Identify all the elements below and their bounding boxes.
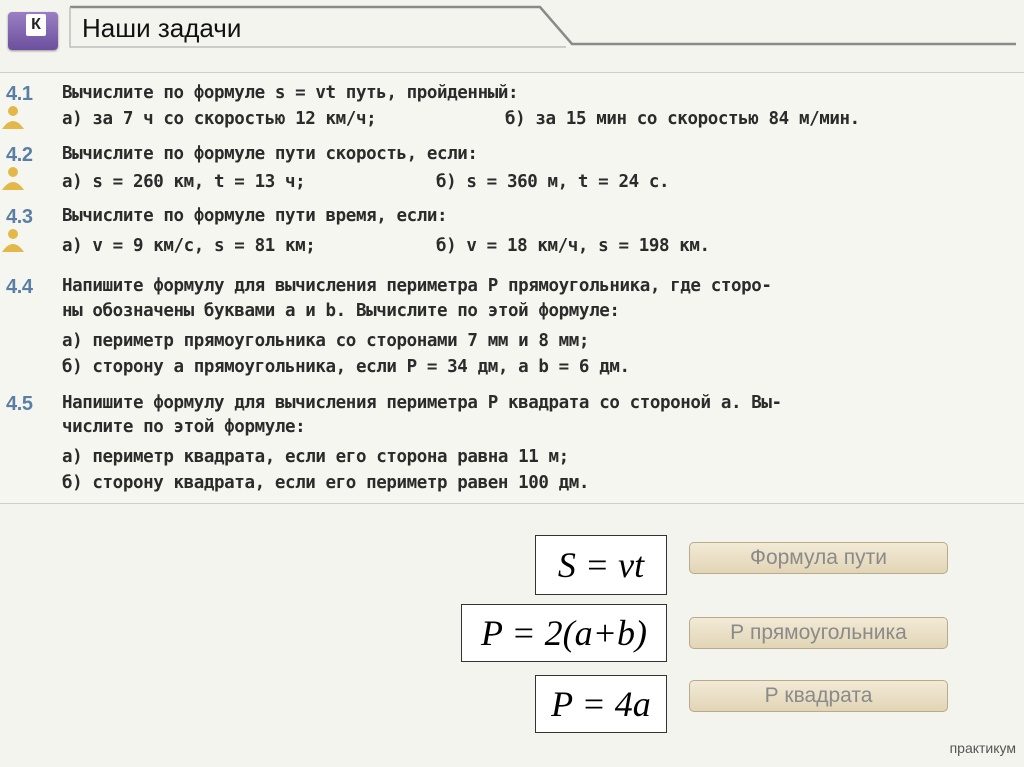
formula-path-box: S = vt	[535, 535, 667, 595]
problem-line: Вычислите по формуле пути скорость, если:	[62, 144, 478, 164]
rectangle-perimeter-button[interactable]: Р прямоугольника	[689, 617, 948, 649]
problem-line: б) сторону a прямоугольника, если P = 34 дм, а b = 6 дм.	[62, 357, 630, 377]
page-title: Наши задачи	[82, 13, 242, 43]
problem-number: 4.5	[6, 393, 33, 415]
problem-line: Вычислите по формуле пути время, если:	[62, 206, 448, 226]
problem-line: б) s = 360 м, t = 24 с.	[436, 172, 670, 192]
person-icon	[0, 105, 26, 129]
problem-number: 4.1	[6, 83, 33, 105]
problem-line: а) за 7 ч со скоростью 12 км/ч;	[62, 109, 377, 129]
person-icon	[0, 228, 26, 252]
badge-letter: К	[26, 14, 46, 36]
problem-list	[0, 72, 1024, 504]
puzzle-badge-icon	[8, 12, 58, 50]
problem-number: 4.2	[6, 144, 33, 166]
formula-rectangle-box: P = 2(a+b)	[461, 604, 667, 662]
problem-number: 4.3	[6, 206, 33, 228]
problem-line: б) за 15 мин со скоростью 84 м/мин.	[505, 109, 860, 129]
square-perimeter-button[interactable]: Р квадрата	[689, 680, 948, 712]
problem-line: а) периметр прямоугольника со сторонами 7 мм и 8 мм;	[62, 331, 590, 351]
problem-line: Напишите формулу для вычисления периметра P квадрата со стороной a. Вы-	[62, 393, 782, 413]
problem-number: 4.4	[6, 276, 33, 298]
problem-line: числите по этой формуле:	[62, 417, 306, 437]
problem-line: б) v = 18 км/ч, s = 198 км.	[436, 236, 710, 256]
problem-line: ны обозначены буквами a и b. Вычислите по этой формуле:	[62, 301, 620, 321]
problem-line: а) v = 9 км/с, s = 81 км;	[62, 236, 316, 256]
footer-label: практикум	[949, 740, 1016, 756]
person-icon	[0, 166, 26, 190]
formula-square-box: P = 4a	[535, 675, 667, 733]
problem-line: Напишите формулу для вычисления периметра P прямоугольника, где сторо-	[62, 276, 772, 296]
problem-line: Вычислите по формуле s = vt путь, пройденный:	[62, 83, 519, 103]
problem-line: б) сторону квадрата, если его периметр равен 100 дм.	[62, 473, 590, 493]
slide-header	[0, 0, 1024, 70]
problem-line: а) s = 260 км, t = 13 ч;	[62, 172, 306, 192]
problem-line: а) периметр квадрата, если его сторона равна 11 м;	[62, 447, 569, 467]
formula-path-button[interactable]: Формула пути	[689, 542, 948, 574]
